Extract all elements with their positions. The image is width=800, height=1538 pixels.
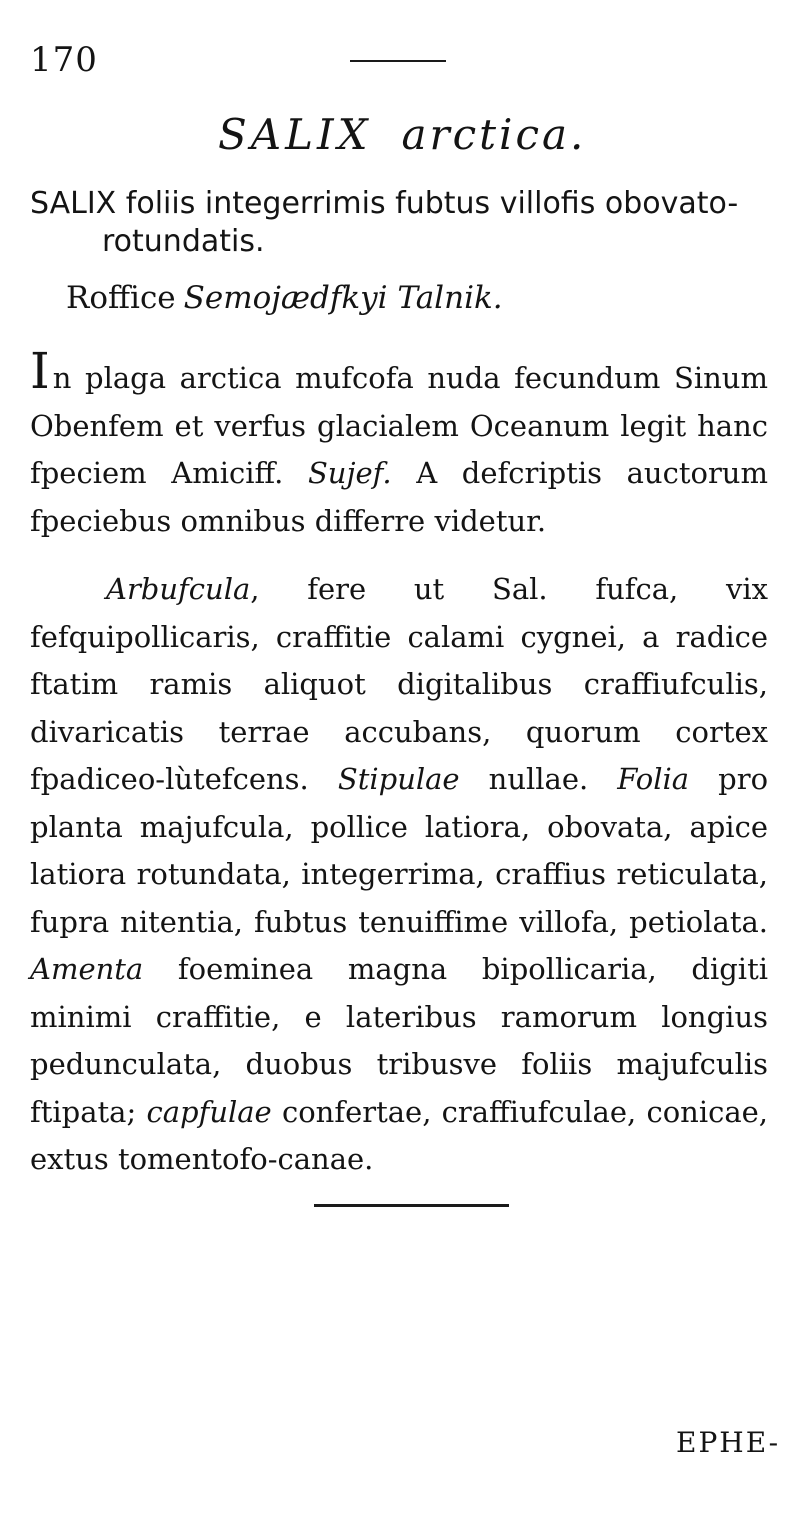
desc-text-2: nullae. [488, 762, 589, 796]
habitat-text-2: A defcriptis auctorum fpeciebus omnibus differre videtur. [30, 456, 768, 538]
desc-text-1: , fere ut Sal. fufca, vix fefquipollicaris, craffitie calami cygnei, a radice ftatim ramis aliquot digitalibus craffiufculis, divaricatis terrae accubans, quorum cortex fpadiceo-lùtefcens. [30, 572, 768, 796]
title-epithet: arctica. [401, 110, 587, 159]
desc-text-4: foeminea magna bipollicaria, digiti minimi craffitie, e lateribus ramorum longius pedunculata, duobus tribusve foliis majufculis ftipata; [30, 952, 769, 1129]
header-rule [350, 60, 446, 62]
term-amenta: Amenta [30, 952, 144, 986]
desc-text-3: pro planta majufcula, pollice latiora, obovata, apice latiora rotundata, integerrima, craffius reticulata, fupra nitentia, fubtus tenuiffime villofa, petiolata. [30, 762, 769, 939]
catchword: EPHE- [676, 1426, 781, 1459]
term-arbuscula: Arbufcula [106, 572, 251, 606]
vernacular-prefix: Roffice [66, 280, 176, 316]
vernacular-name [66, 280, 503, 316]
habitat-paragraph [30, 342, 768, 545]
species-diagnosis [30, 185, 770, 261]
term-stipulae: Stipulae [337, 762, 460, 796]
title-genus: SALIX [218, 110, 372, 159]
collector-name: Sujef. [307, 456, 392, 490]
desc-text-5: confertae, craffiufculae, conicae, extus tomentofo-canae. [30, 1094, 769, 1176]
drop-cap: I [30, 342, 50, 400]
closing-rule [314, 1204, 509, 1207]
term-folia: Folia [617, 762, 690, 796]
species-title [218, 110, 586, 159]
term-capsulae: capfulae [146, 1094, 272, 1129]
page-number: 170 [30, 40, 98, 80]
diagnosis-line-1: SALIX foliis integerrimis fubtus villofis obovato- [30, 186, 739, 221]
habitat-text-1: n plaga arctica mufcofa nuda fecundum Sinum Obenfem et verfus glacialem Oceanum legit hanc fpeciem Amiciff. [30, 361, 768, 490]
vernacular-term: Semojædfkyi Talnik. [183, 280, 503, 316]
description-paragraph [30, 566, 768, 1184]
diagnosis-line-2: rotundatis. [102, 224, 265, 259]
